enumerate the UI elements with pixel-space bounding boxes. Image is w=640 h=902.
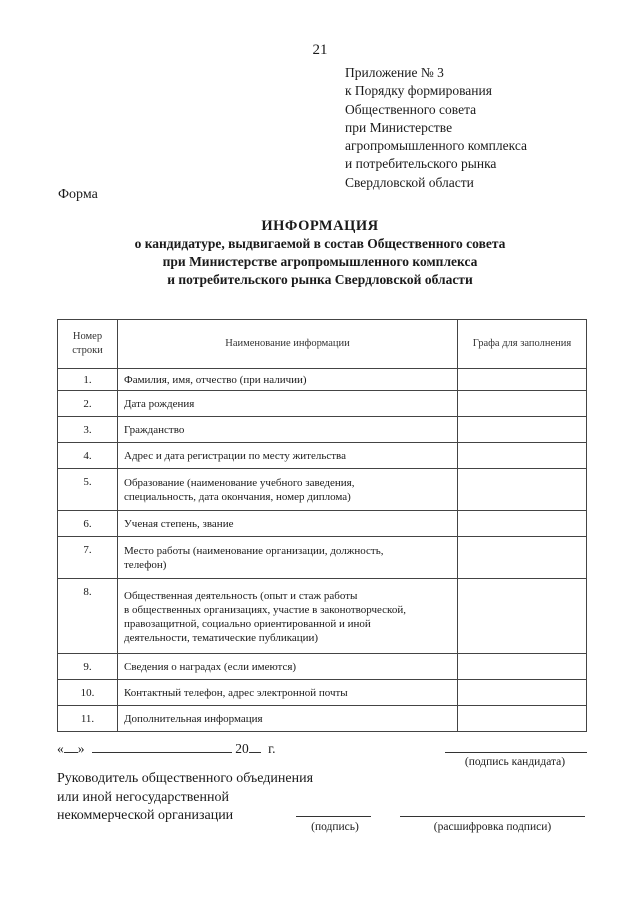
form-label: Форма xyxy=(58,187,98,202)
row-number: 11. xyxy=(58,706,118,732)
info-name-line: Место работы (наименование организации, должность, xyxy=(124,545,384,557)
header-fill-column: Графа для заполнения xyxy=(458,320,587,369)
information-table xyxy=(57,319,587,732)
table-row xyxy=(58,654,587,680)
head-decode-caption: (расшифровка подписи) xyxy=(433,821,552,833)
row-number: 8. xyxy=(58,579,118,654)
document-title xyxy=(0,217,640,289)
row-number: 2. xyxy=(58,391,118,417)
fill-cell[interactable] xyxy=(458,443,587,469)
fill-cell[interactable] xyxy=(458,391,587,417)
appendix-line: при Министерстве xyxy=(345,119,453,135)
table-row xyxy=(58,680,587,706)
page-number: 21 xyxy=(312,42,328,58)
table-row xyxy=(58,417,587,443)
table-row xyxy=(58,391,587,417)
info-name-line: Дополнительная информация xyxy=(124,713,263,725)
info-name-line: деятельности, тематические публикации) xyxy=(124,631,319,644)
year-prefix: 20 xyxy=(235,741,249,756)
fill-cell[interactable] xyxy=(458,537,587,579)
info-name xyxy=(118,469,458,511)
info-name-line: специальность, дата окончания, номер диплома) xyxy=(124,491,351,503)
info-name-line: Фамилия, имя, отчество (при наличии) xyxy=(124,374,307,386)
info-name-line: Образование (наименование учебного заведения, xyxy=(124,477,355,489)
info-name-line: Ученая степень, звание xyxy=(124,518,234,530)
organization-head-line: или иной негосударственной xyxy=(57,789,229,805)
head-signature-caption: (подпись) xyxy=(311,821,359,833)
title-subtitle-line: и потребительского рынка Свердловской области xyxy=(167,272,473,287)
appendix-line: к Порядку формирования xyxy=(345,83,492,99)
info-name xyxy=(118,579,458,654)
appendix-line: агропромышленного комплекса xyxy=(345,138,527,154)
table-header-row xyxy=(58,320,587,369)
fill-cell[interactable] xyxy=(458,469,587,511)
info-name-line: телефон) xyxy=(124,559,167,571)
row-number: 6. xyxy=(58,511,118,537)
table-row xyxy=(58,369,587,391)
fill-cell[interactable] xyxy=(458,579,587,654)
header-row-number-line: строки xyxy=(72,345,103,356)
title-subtitle xyxy=(0,235,640,289)
info-name xyxy=(118,369,458,391)
appendix-line: Общественного совета xyxy=(345,101,477,117)
table-row xyxy=(58,443,587,469)
row-number: 5. xyxy=(58,469,118,511)
organization-head-title xyxy=(57,770,313,826)
row-number: 7. xyxy=(58,537,118,579)
title-main: ИНФОРМАЦИЯ xyxy=(261,218,379,234)
header-row-number-line: Номер xyxy=(72,331,103,342)
info-name xyxy=(118,391,458,417)
info-name-line: Контактный телефон, адрес электронной почты xyxy=(124,687,348,699)
organization-head-line: Руководитель общественного объединения xyxy=(57,771,314,786)
title-subtitle-line: при Министерстве агропромышленного комплекса xyxy=(162,254,478,269)
info-name-line: Гражданство xyxy=(124,424,185,436)
info-name-line: Адрес и дата регистрации по месту жительства xyxy=(124,450,346,462)
info-name xyxy=(118,537,458,579)
row-number: 1. xyxy=(58,369,118,391)
info-name xyxy=(118,706,458,732)
row-number: 10. xyxy=(58,680,118,706)
table-row xyxy=(58,537,587,579)
fill-cell[interactable] xyxy=(458,511,587,537)
fill-cell[interactable] xyxy=(458,680,587,706)
table-row xyxy=(58,706,587,732)
info-name-line: Сведения о наградах (если имеются) xyxy=(124,661,297,673)
head-signature-line[interactable] xyxy=(296,816,371,817)
fill-cell[interactable] xyxy=(458,706,587,732)
header-row-number xyxy=(58,320,118,369)
row-number: 4. xyxy=(58,443,118,469)
candidate-signature-caption: (подпись кандидата) xyxy=(464,756,566,768)
info-name xyxy=(118,680,458,706)
title-subtitle-line: о кандидатуре, выдвигаемой в состав Общественного совета xyxy=(134,236,506,251)
header-info-name: Наименование информации xyxy=(118,320,458,369)
fill-cell[interactable] xyxy=(458,369,587,391)
day-blank[interactable] xyxy=(64,740,78,753)
info-name xyxy=(118,511,458,537)
table-row xyxy=(58,469,587,511)
table-body xyxy=(58,369,587,732)
table-row xyxy=(58,579,587,654)
table-row xyxy=(58,511,587,537)
info-name-line: в общественных организациях, участие в законотворческой, xyxy=(124,603,406,616)
fill-cell[interactable] xyxy=(458,654,587,680)
date-line xyxy=(57,740,276,757)
candidate-signature-line[interactable] xyxy=(445,752,587,753)
appendix-line: Свердловской области xyxy=(345,174,474,190)
head-decode-line[interactable] xyxy=(400,816,585,817)
year-blank[interactable] xyxy=(249,740,261,753)
date-close-quote: » xyxy=(77,741,85,756)
info-name xyxy=(118,443,458,469)
month-blank[interactable] xyxy=(92,740,232,753)
fill-cell[interactable] xyxy=(458,417,587,443)
year-suffix: г. xyxy=(268,741,276,756)
info-name-line: правозащитной, социально ориентированной и иной xyxy=(124,617,371,630)
row-number: 9. xyxy=(58,654,118,680)
row-number: 3. xyxy=(58,417,118,443)
appendix-line: Приложение № 3 xyxy=(345,65,444,80)
info-name-line: Дата рождения xyxy=(124,398,195,410)
date-open-quote: « xyxy=(57,741,64,756)
organization-head-line: некоммерческой организации xyxy=(57,808,234,823)
appendix-line: и потребительского рынка xyxy=(345,156,497,172)
info-name xyxy=(118,417,458,443)
appendix-reference xyxy=(345,64,527,192)
info-name xyxy=(118,654,458,680)
info-name-line: Общественная деятельность (опыт и стаж работы xyxy=(124,589,358,602)
